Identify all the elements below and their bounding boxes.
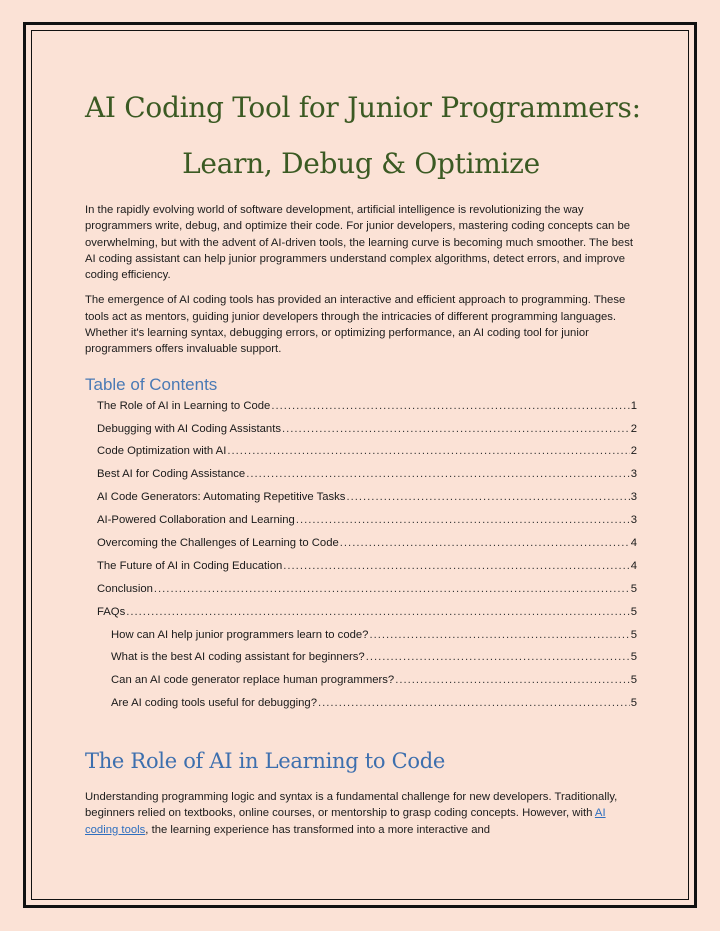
toc-item-title: The Future of AI in Coding Education xyxy=(97,559,283,572)
toc-dot-leader xyxy=(340,532,630,555)
toc-item-page: 5 xyxy=(630,697,637,710)
intro-paragraph-2: The emergence of AI coding tools has provided an interactive and efficient approach to programming. These tools act as mentors, guiding junior developers through the intricacies of different programming languages. Whether it's learning syntax, debugging errors, or optimizing performance, an AI coding tool for junior programmers offers invaluable support. xyxy=(85,294,626,356)
toc-item-page: 5 xyxy=(630,605,637,618)
toc-item-page: 2 xyxy=(630,445,637,458)
toc-item-debugging[interactable] xyxy=(85,418,637,441)
toc-item-title: How can AI help junior programmers learn to code? xyxy=(111,628,369,641)
document-title xyxy=(85,80,641,192)
toc-dot-leader xyxy=(296,509,630,532)
toc-item-code-generators[interactable] xyxy=(85,486,637,509)
toc-item-faq-best-assistant[interactable] xyxy=(85,646,637,669)
toc-dot-leader xyxy=(246,463,630,486)
toc-item-faq-learn[interactable] xyxy=(85,624,637,647)
toc-dot-leader xyxy=(126,601,629,624)
toc-item-page: 5 xyxy=(630,582,637,595)
toc-dot-leader xyxy=(318,692,630,715)
toc-item-collaboration[interactable] xyxy=(85,509,637,532)
toc-item-role-of-ai[interactable] xyxy=(85,395,637,418)
toc-item-title: FAQs xyxy=(97,605,126,618)
toc-item-page: 1 xyxy=(630,399,637,412)
toc-item-title: What is the best AI coding assistant for beginners? xyxy=(111,651,365,664)
toc-heading: Table of Contents xyxy=(85,374,218,394)
toc-item-future[interactable] xyxy=(85,555,637,578)
ai-coding-tools-link[interactable]: AI coding tools xyxy=(85,807,606,836)
toc-item-page: 5 xyxy=(630,674,637,687)
toc-dot-leader xyxy=(271,395,629,418)
title-line-1: AI Coding Tool for Junior Programmers: xyxy=(85,91,641,124)
toc-dot-leader xyxy=(395,669,629,692)
table-of-contents xyxy=(85,395,637,715)
section-1-text-after-link: , the learning experience has transformed into a more interactive and xyxy=(145,823,491,836)
toc-item-title: AI Code Generators: Automating Repetitive Tasks xyxy=(97,491,346,504)
toc-item-challenges[interactable] xyxy=(85,532,637,555)
toc-dot-leader xyxy=(282,418,630,441)
toc-dot-leader xyxy=(366,646,630,669)
section-heading-role-of-ai: The Role of AI in Learning to Code xyxy=(85,749,446,774)
toc-item-title: Code Optimization with AI xyxy=(97,445,227,458)
toc-item-page: 3 xyxy=(630,514,637,527)
toc-item-faqs[interactable] xyxy=(85,601,637,624)
document-body xyxy=(85,80,641,838)
toc-item-optimization[interactable] xyxy=(85,440,637,463)
toc-item-page: 2 xyxy=(630,422,637,435)
toc-item-title: The Role of AI in Learning to Code xyxy=(97,399,271,412)
toc-item-page: 3 xyxy=(630,491,637,504)
toc-item-page: 4 xyxy=(630,559,637,572)
toc-item-title: Overcoming the Challenges of Learning to Code xyxy=(97,537,339,550)
section-1-text-before-link: Understanding programming logic and syntax is a fundamental challenge for new developers. Traditionally, beginners relied on textbooks, online courses, or mentorship to grasp coding concepts. However, with xyxy=(85,791,618,820)
intro-paragraph-1: In the rapidly evolving world of software development, artificial intelligence is revolutionizing the way programmers write, debug, and optimize their code. For junior developers, mastering coding concepts can be overwhelming, but with the advent of AI-driven tools, the learning curve is becoming much smoother. The best AI coding assistant can help junior programmers understand complex algorithms, detect errors, and improve coding efficiency. xyxy=(85,204,633,282)
toc-item-title: Best AI for Coding Assistance xyxy=(97,468,246,481)
toc-item-title: Can an AI code generator replace human programmers? xyxy=(111,674,395,687)
toc-item-page: 5 xyxy=(630,628,637,641)
section-1-paragraph xyxy=(85,789,637,838)
toc-dot-leader xyxy=(283,555,629,578)
toc-item-title: Debugging with AI Coding Assistants xyxy=(97,422,281,435)
title-line-2: Learn, Debug & Optimize xyxy=(182,147,540,180)
toc-dot-leader xyxy=(227,440,629,463)
toc-item-conclusion[interactable] xyxy=(85,578,637,601)
toc-item-title: Are AI coding tools useful for debugging? xyxy=(111,697,317,710)
toc-item-page: 5 xyxy=(630,651,637,664)
toc-item-faq-replace[interactable] xyxy=(85,669,637,692)
toc-item-title: Conclusion xyxy=(97,582,153,595)
toc-dot-leader xyxy=(154,578,630,601)
toc-item-page: 3 xyxy=(630,468,637,481)
toc-item-page: 4 xyxy=(630,537,637,550)
toc-dot-leader xyxy=(346,486,629,509)
toc-dot-leader xyxy=(369,624,629,647)
toc-item-best-ai[interactable] xyxy=(85,463,637,486)
toc-item-faq-debugging[interactable] xyxy=(85,692,637,715)
toc-item-title: AI-Powered Collaboration and Learning xyxy=(97,514,295,527)
